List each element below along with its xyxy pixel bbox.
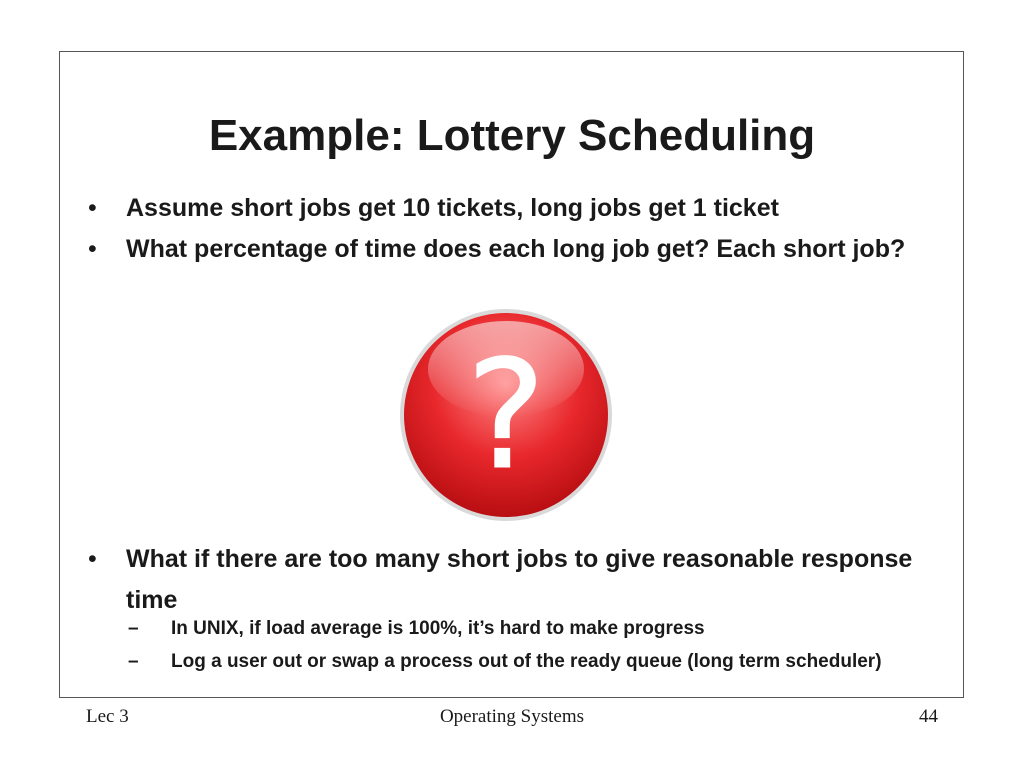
sub-bullet-marker: – [128,618,139,639]
sub-bullet-item [128,613,951,645]
sub-bullet-item [128,646,951,678]
bullet-text: Assume short jobs get 10 tickets, long jobs get 1 ticket [126,194,779,222]
sub-bullet-marker: – [128,651,139,672]
bullet-text: What if there are too many short jobs to give reasonable response time [126,545,913,614]
sub-bullet-text: In UNIX, if load average is 100%, it’s hard to make progress [171,618,705,639]
bullet-marker: • [88,545,97,573]
bullet-item [88,188,956,229]
sub-bullet-text: Log a user out or swap a process out of the ready queue (long term scheduler) [171,651,882,672]
bullet-marker: • [88,194,97,222]
question-glyph: ? [466,329,546,503]
question-mark-icon [398,307,614,523]
bullet-text: What percentage of time does each long job get? Each short job? [126,235,906,263]
slide-title: Example: Lottery Scheduling [208,111,816,160]
footer-lecture: Lec 3 [86,706,129,727]
footer-course: Operating Systems [439,706,585,727]
question-mark-image [398,307,614,523]
bullet-item [88,229,956,270]
footer-page-number: 44 [919,706,938,727]
bullet-marker: • [88,235,97,263]
bullet-item [88,539,926,621]
